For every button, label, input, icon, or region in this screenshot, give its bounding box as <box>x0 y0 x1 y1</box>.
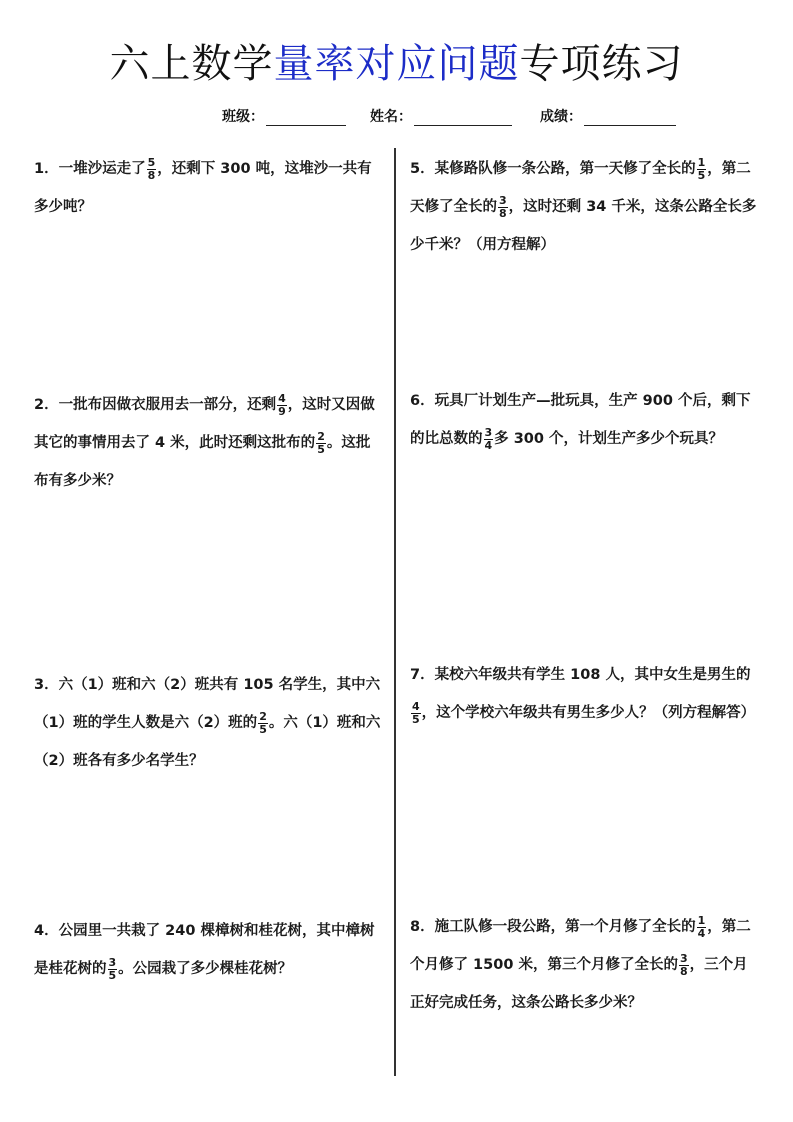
fraction: $\frac{4}{9}$ <box>278 391 286 418</box>
score-field <box>540 106 676 126</box>
fraction: $\frac{2}{5}$ <box>317 429 325 456</box>
column-divider <box>394 148 396 1076</box>
title-suffix: 专项练习 <box>519 41 684 87</box>
fraction: $\frac{1}{5}$ <box>697 155 706 182</box>
title-prefix: 六上数学 <box>109 41 274 87</box>
fraction: $\frac{5}{8}$ <box>147 155 156 182</box>
score-blank <box>584 111 676 126</box>
question-6: 6．玩具厂计划生产—批玩具，生产 900 个后，剩下的比总数的 $\frac{3}{4}$ 多 300 个，计划生产多少个玩具？ <box>410 393 751 452</box>
fraction: $\frac{3}{5}$ <box>108 955 117 982</box>
class-label: 班级： <box>222 109 264 125</box>
class-field <box>222 106 346 126</box>
question-7: 7．某校六年级共有学生 108 人，其中女生是男生的 $\frac{4}{5}$ ，这个学校六年级共有男生多少人？（列方程解答） <box>410 667 756 726</box>
question-1: 1．一堆沙运走了 $\frac{5}{8}$ ，还剩下 300 吨，这堆沙一共有多少吨？ <box>34 155 372 215</box>
question-4: 4．公园里一共栽了 240 棵樟树和桂花树，其中樟树是桂花树的 $\frac{3}{5}$ 。公园栽了多少棵桂花树？ <box>34 923 375 982</box>
fraction: $\frac{1}{4}$ <box>697 913 706 940</box>
question-8: 8．施工队修一段公路，第一个月修了全长的 $\frac{1}{4}$ ，第二个月修了 1500 米，第三个月修了全长的 $\frac{3}{8}$ ，三个月正好完成任务，这条公路长多少米？ <box>410 913 751 1011</box>
fraction: $\frac{4}{5}$ <box>412 699 420 726</box>
question-3: 3．六（1）班和六（2）班共有 105 名学生，其中六（1）班的学生人数是六（2）班的 $\frac{2}{5}$ 。六（1）班和六（2）班各有多少名学生？ <box>34 677 381 769</box>
question-5: 5．某修路队修一条公路，第一天修了全长的 $\frac{1}{5}$ ，第二天修了全长的 $\frac{3}{8}$ ，这时还剩 34 千米，这条公路全长多少千米？（用方程解） <box>410 155 757 253</box>
fraction: $\frac{3}{8}$ <box>679 951 688 978</box>
title-highlight: 量率对应问题 <box>273 41 520 87</box>
class-blank <box>266 111 346 126</box>
name-label: 姓名： <box>370 109 412 125</box>
name-field <box>370 106 512 126</box>
fraction: $\frac{3}{8}$ <box>499 193 507 220</box>
score-label: 成绩： <box>540 109 582 125</box>
name-blank <box>414 111 512 126</box>
fraction: $\frac{3}{4}$ <box>484 425 493 452</box>
question-2: 2．一批布因做衣服用去一部分，还剩 $\frac{4}{9}$ ，这时又因做其它的事情用去了 4 米，此时还剩这批布的 $\frac{2}{5}$ 。这批布有多少米？ <box>34 391 375 489</box>
fraction: $\frac{2}{5}$ <box>259 709 267 736</box>
page-title <box>0 36 793 92</box>
